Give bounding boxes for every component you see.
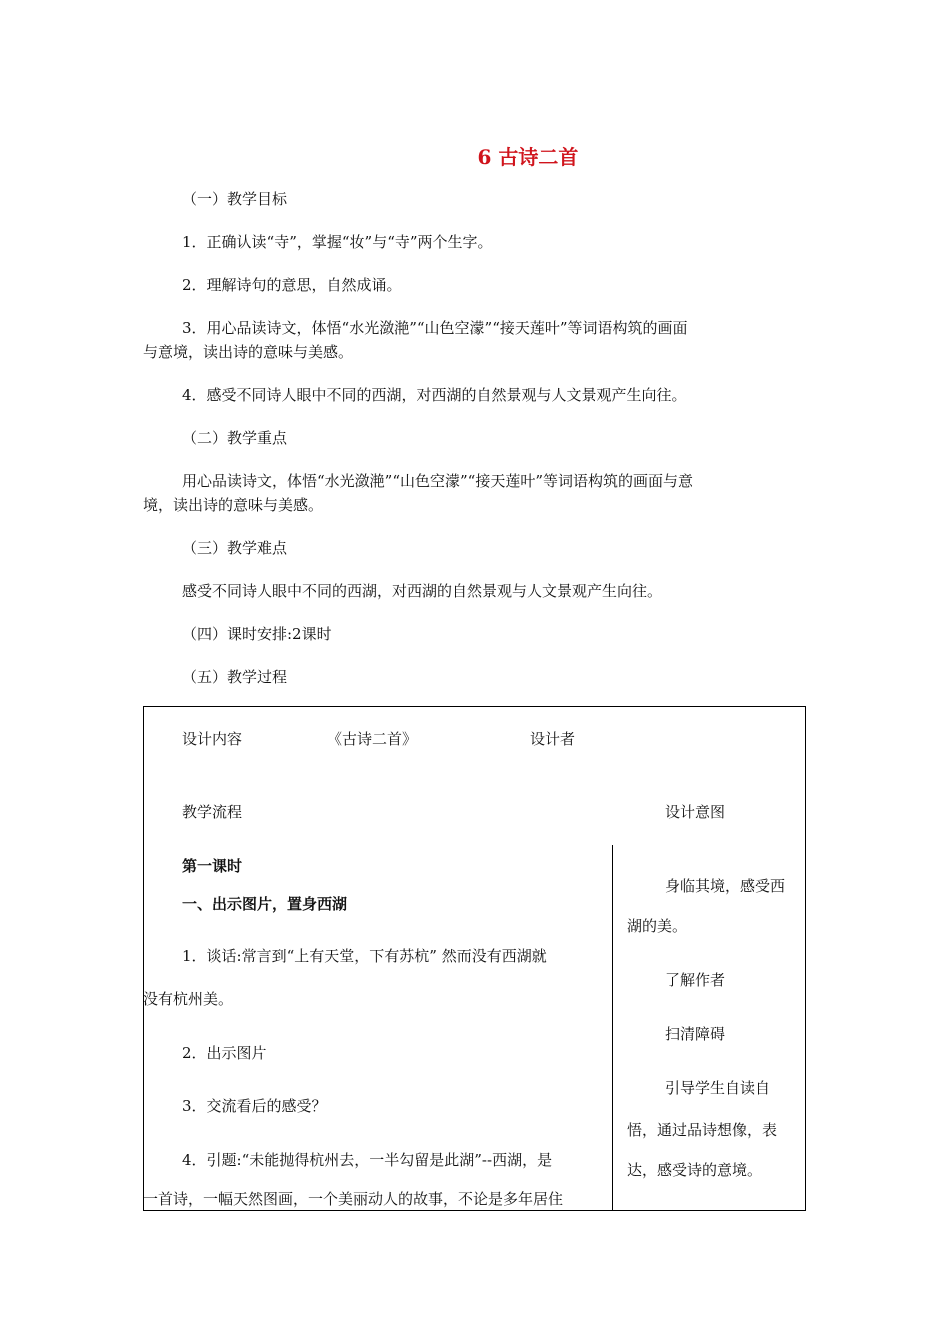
intent-4-line-2: 悟，通过品诗想像，表: [627, 1121, 778, 1139]
step-2: 2．出示图片: [182, 1044, 267, 1062]
flow-column-header: 教学流程: [182, 803, 243, 821]
intent-1-line-2: 湖的美。: [627, 917, 688, 935]
lesson-one-heading: 第一课时: [182, 857, 243, 875]
page-title: 6 古诗二首: [477, 145, 579, 169]
key-points-line-1: 用心品读诗文，体悟“水光潋滟”“山色空濛”“接天莲叶”等词语构筑的画面与意: [182, 472, 694, 490]
intent-column-header: 设计意图: [665, 803, 726, 821]
goal-item-2: 2．理解诗句的意思，自然成诵。: [182, 276, 402, 294]
goal-item-3-line-1: 3．用心品读诗文，体悟“水光潋滟”“山色空濛”“接天莲叶”等词语构筑的画面: [182, 319, 688, 337]
table-column-divider: [612, 845, 613, 1211]
step-4-line-2: 一首诗，一幅天然图画，一个美丽动人的故事，不论是多年居住: [143, 1190, 564, 1208]
key-points-line-2: 境，读出诗的意味与美感。: [143, 496, 324, 514]
design-content-value: 《古诗二首》: [327, 730, 418, 748]
goal-item-3-line-2: 与意境，读出诗的意味与美感。: [143, 343, 354, 361]
schedule-text: （四）课时安排:2课时: [182, 625, 332, 643]
intent-2: 了解作者: [665, 971, 726, 989]
part-one-heading: 一、出示图片，置身西湖: [182, 895, 348, 913]
goals-heading: （一）教学目标: [182, 190, 288, 208]
intent-4-line-3: 达，感受诗的意境。: [627, 1161, 763, 1179]
design-content-label: 设计内容: [182, 730, 243, 748]
designer-label: 设计者: [530, 730, 576, 748]
intent-4-line-1: 引导学生自读自: [665, 1079, 771, 1097]
process-heading: （五）教学过程: [182, 668, 288, 686]
intent-1-line-1: 身临其境，感受西: [665, 877, 786, 895]
step-1-line-1: 1．谈话:常言到“上有天堂，下有苏杭” 然而没有西湖就: [182, 947, 547, 965]
intent-3: 扫清障碍: [665, 1025, 726, 1043]
difficulty-text: 感受不同诗人眼中不同的西湖，对西湖的自然景观与人文景观产生向往。: [182, 582, 663, 600]
goal-item-1: 1．正确认读“寺”，掌握“妆”与“寺”两个生字。: [182, 233, 493, 251]
step-3: 3．交流看后的感受？: [182, 1097, 327, 1115]
difficulty-heading: （三）教学难点: [182, 539, 288, 557]
goal-item-4: 4．感受不同诗人眼中不同的西湖，对西湖的自然景观与人文景观产生向往。: [182, 386, 687, 404]
step-1-line-2: 没有杭州美。: [143, 990, 234, 1008]
step-4-line-1: 4．引题:“未能抛得杭州去，一半勾留是此湖”--西湖，是: [182, 1151, 553, 1169]
key-points-heading: （二）教学重点: [182, 429, 288, 447]
